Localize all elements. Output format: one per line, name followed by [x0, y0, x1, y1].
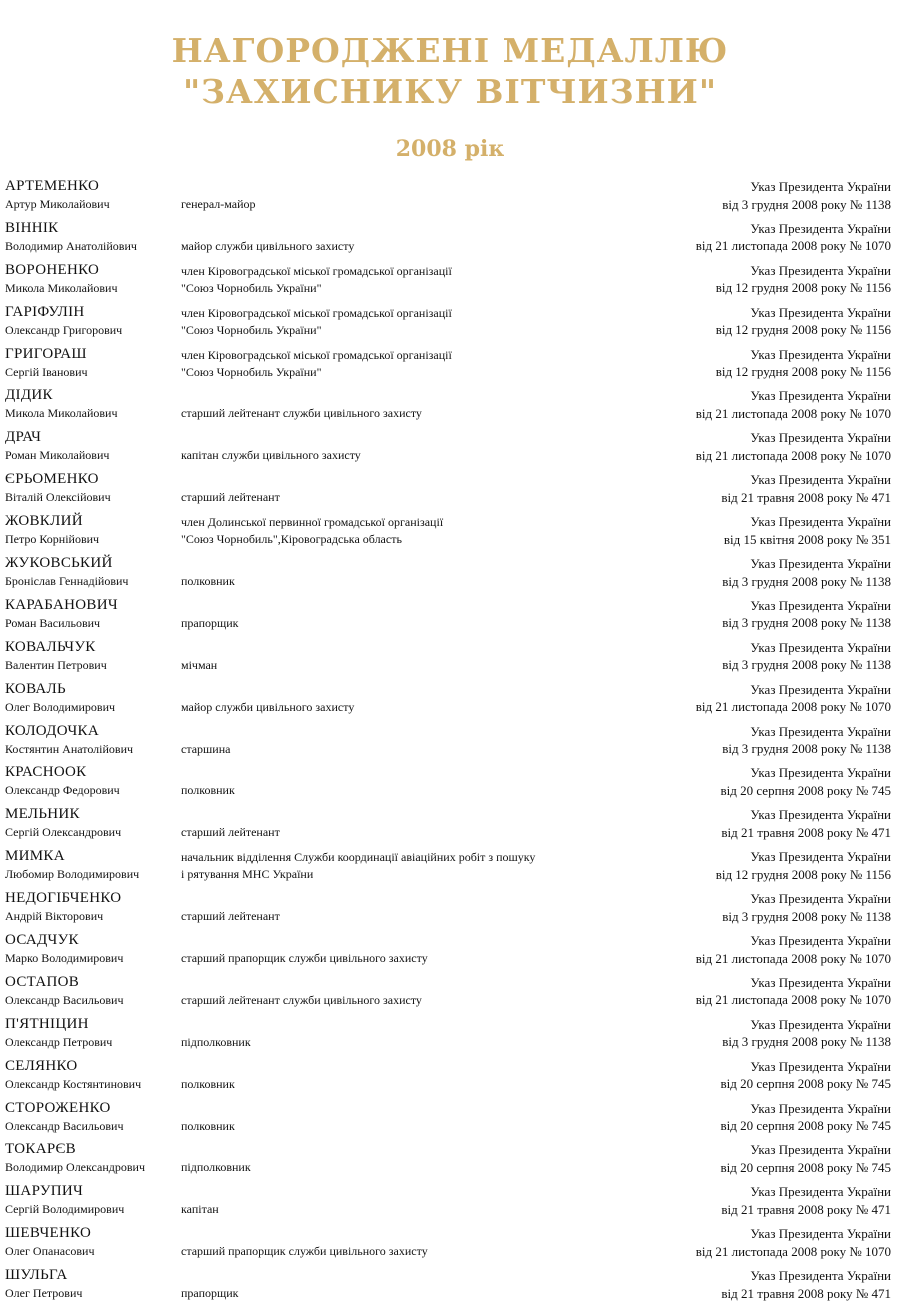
rank-text: капітан — [181, 1202, 219, 1217]
given-name: Роман Васильович — [5, 615, 101, 630]
surname: ДІДИК — [5, 387, 53, 404]
decree-title: Указ Президента України — [750, 346, 891, 362]
given-name: Віталій Олексійович — [5, 490, 111, 505]
decree-title: Указ Президента України — [750, 974, 891, 990]
decree-date: від 3 грудня 2008 року № 1138 — [722, 615, 891, 631]
decree-reference — [716, 346, 891, 381]
list-item — [0, 1100, 900, 1142]
rank-text: старший прапорщик служби цивільного захисту — [181, 951, 428, 966]
rank-text: генерал-майор — [181, 197, 256, 211]
surname: ШУЛЬГА — [5, 1267, 68, 1284]
list-item — [0, 387, 900, 429]
given-name: Микола Миколайович — [5, 280, 118, 295]
rank-text: член Долинської первинної громадської організації — [181, 515, 444, 530]
decree-date: від 21 листопада 2008 року № 1070 — [695, 699, 891, 715]
decree-reference — [722, 597, 891, 632]
given-name: Олег Петрович — [5, 1286, 83, 1301]
decree-reference — [721, 764, 892, 799]
list-item — [0, 932, 900, 974]
surname: МИМКА — [5, 848, 65, 865]
decree-title: Указ Президента України — [750, 514, 891, 530]
given-name: Сергій Іванович — [5, 364, 88, 379]
surname: МЕЛЬНИК — [5, 806, 80, 823]
decree-title: Указ Президента України — [750, 1184, 891, 1200]
decree-date: від 20 серпня 2008 року № 745 — [720, 1076, 891, 1092]
rank-text: старший лейтенант — [181, 490, 280, 505]
rank-text: майор служби цивільного захисту — [181, 699, 355, 714]
rank-text: підполковник — [181, 1160, 251, 1175]
surname: ЖОВКЛИЙ — [5, 513, 83, 530]
rank-text: старшина — [181, 741, 231, 756]
surname: АРТЕМЕНКО — [5, 178, 100, 194]
decree-date: від 3 грудня 2008 року № 1138 — [722, 1034, 891, 1050]
surname: ЖУКОВСЬКИЙ — [5, 555, 113, 572]
rank-text: прапорщик — [181, 1286, 239, 1301]
given-name: Любомир Володимирович — [5, 867, 140, 882]
list-item — [0, 178, 900, 220]
decree-date: від 3 грудня 2008 року № 1138 — [722, 657, 891, 673]
decree-reference — [696, 387, 891, 422]
list-item — [0, 429, 900, 471]
given-name: Олександр Петрович — [5, 1034, 113, 1049]
rank-text: "Союз Чорнобиль України" — [181, 280, 322, 295]
list-item — [0, 1225, 900, 1267]
given-name: Володимир Олександрович — [5, 1160, 145, 1175]
decree-title: Указ Президента України — [750, 262, 891, 278]
list-item — [0, 890, 900, 932]
surname: ДРАЧ — [5, 429, 42, 446]
decree-reference — [724, 513, 891, 548]
rank-text: полковник — [181, 1076, 235, 1091]
list-item — [0, 806, 900, 848]
decree-title: Указ Президента України — [750, 681, 891, 697]
list-item — [0, 723, 900, 765]
list-item — [0, 639, 900, 681]
list-item — [0, 471, 900, 513]
rank-text: "Союз Чорнобиль України" — [181, 364, 322, 379]
decree-date: від 21 листопада 2008 року № 1070 — [695, 950, 891, 966]
rank-text: старший лейтенант — [181, 909, 280, 924]
year-heading: 2008 рік — [395, 136, 505, 162]
decree-reference — [696, 974, 891, 1009]
page-title — [0, 30, 900, 112]
decree-reference — [722, 1016, 891, 1051]
decree-title: Указ Президента України — [750, 430, 891, 446]
list-item — [0, 220, 900, 262]
decree-title: Указ Президента України — [750, 388, 891, 404]
list-item — [0, 1141, 900, 1183]
given-name: Андрій Вікторович — [5, 909, 104, 924]
rank-text: полковник — [181, 574, 235, 589]
surname: НЕДОГІБЧЕНКО — [5, 890, 122, 907]
rank-text: старший лейтенант служби цивільного захисту — [181, 992, 422, 1007]
decree-title: Указ Президента України — [750, 556, 891, 572]
decree-title: Указ Президента України — [750, 807, 891, 823]
decree-reference — [716, 848, 891, 883]
decree-date: від 21 травня 2008 року № 471 — [721, 824, 891, 840]
decree-reference — [721, 1058, 892, 1093]
decree-date: від 21 листопада 2008 року № 1070 — [695, 405, 891, 421]
decree-reference — [721, 1267, 891, 1302]
decree-reference — [696, 681, 891, 716]
decree-reference — [721, 471, 891, 506]
list-item — [0, 974, 900, 1016]
surname: ГАРІФУЛІН — [5, 303, 85, 320]
list-item — [0, 1183, 900, 1225]
list-item — [0, 1058, 900, 1100]
decree-title: Указ Президента України — [750, 220, 891, 236]
decree-reference — [722, 555, 891, 590]
rank-text: "Союз Чорнобиль України" — [181, 322, 322, 337]
decree-date: від 12 грудня 2008 року № 1156 — [715, 280, 891, 296]
decree-title: Указ Президента України — [750, 1016, 891, 1032]
decree-title: Указ Президента України — [750, 1226, 891, 1242]
decree-reference — [696, 429, 891, 464]
surname: ВОРОНЕНКО — [5, 261, 100, 278]
rank-text: старший лейтенант — [181, 825, 280, 840]
rank-text: мічман — [181, 657, 218, 672]
decree-reference — [722, 723, 891, 758]
decree-reference — [721, 1100, 892, 1135]
rank-text: підполковник — [181, 1034, 251, 1049]
decree-reference — [696, 220, 891, 255]
given-name: Роман Миколайович — [5, 448, 110, 463]
surname: ОСТАПОВ — [5, 973, 80, 990]
decree-title: Указ Президента України — [750, 639, 891, 655]
decree-title: Указ Президента України — [750, 1100, 891, 1116]
decree-title: Указ Президента України — [750, 933, 891, 949]
list-item — [0, 1016, 900, 1058]
rank-text: член Кіровоградської міської громадської організації — [181, 305, 452, 320]
decree-reference — [722, 178, 891, 213]
decree-title: Указ Президента України — [750, 597, 891, 613]
decree-date: від 20 серпня 2008 року № 745 — [720, 1159, 891, 1175]
rank-text: старший лейтенант служби цивільного захисту — [181, 406, 422, 421]
list-item — [0, 555, 900, 597]
surname: КОВАЛЬЧУК — [5, 638, 96, 655]
decree-reference — [722, 639, 891, 674]
surname: ТОКАРЄВ — [5, 1141, 76, 1158]
rank-text: прапорщик — [181, 615, 239, 630]
decree-title: Указ Президента України — [750, 472, 891, 488]
given-name: Микола Миколайович — [5, 406, 118, 421]
surname: КАРАБАНОВИЧ — [5, 596, 118, 613]
decree-date: від 12 грудня 2008 року № 1156 — [715, 322, 891, 338]
surname: ЄРЬОМЕНКО — [5, 471, 99, 488]
given-name: Олег Володимирович — [5, 699, 116, 714]
decree-date: від 21 листопада 2008 року № 1070 — [695, 447, 891, 463]
given-name: Броніслав Геннадійович — [5, 574, 129, 589]
list-item — [0, 764, 900, 806]
list-item — [0, 262, 900, 304]
surname: ВІННІК — [5, 219, 59, 236]
rank-text: старший прапорщик служби цивільного захисту — [181, 1244, 428, 1259]
title-line-1: НАГОРОДЖЕНІ МЕДАЛЛЮ — [171, 31, 729, 70]
decree-reference — [716, 262, 891, 297]
given-name: Сергій Володимирович — [5, 1202, 125, 1217]
surname: СТОРОЖЕНКО — [5, 1099, 111, 1116]
decree-reference — [721, 1183, 891, 1218]
given-name: Володимир Анатолійович — [5, 238, 137, 253]
decree-title: Указ Президента України — [750, 849, 891, 865]
decree-title: Указ Президента України — [750, 304, 891, 320]
decree-reference — [696, 1225, 891, 1260]
decree-date: від 12 грудня 2008 року № 1156 — [715, 364, 891, 380]
given-name: Олександр Федорович — [5, 783, 120, 798]
decree-date: від 3 грудня 2008 року № 1138 — [722, 196, 891, 212]
rank-text: полковник — [181, 783, 235, 798]
given-name: Сергій Олександрович — [5, 825, 122, 840]
decree-date: від 12 грудня 2008 року № 1156 — [715, 866, 891, 882]
list-item — [0, 681, 900, 723]
decree-date: від 21 листопада 2008 року № 1070 — [695, 1243, 891, 1259]
decree-date: від 3 грудня 2008 року № 1138 — [722, 908, 891, 924]
surname: ШЕВЧЕНКО — [5, 1225, 92, 1242]
list-item — [0, 513, 900, 555]
decree-date: від 20 серпня 2008 року № 745 — [720, 1118, 891, 1134]
given-name: Олександр Васильович — [5, 1118, 124, 1133]
decree-date: від 21 травня 2008 року № 471 — [721, 1201, 891, 1217]
surname: СЕЛЯНКО — [5, 1057, 78, 1074]
list-item — [0, 346, 900, 388]
given-name: Олег Опанасович — [5, 1244, 95, 1259]
rank-text: і рятування МНС України — [181, 867, 314, 882]
surname: ШАРУПИЧ — [5, 1183, 84, 1200]
decree-reference — [716, 304, 891, 339]
given-name: Валентин Петрович — [5, 657, 107, 672]
decree-title: Указ Президента України — [750, 1268, 891, 1284]
decree-date: від 3 грудня 2008 року № 1138 — [722, 573, 891, 589]
surname: КРАСНООК — [5, 764, 87, 781]
decree-date: від 21 травня 2008 року № 471 — [721, 489, 891, 505]
surname: ОСАДЧУК — [5, 932, 79, 949]
decree-date: від 15 квітня 2008 року № 351 — [723, 531, 891, 547]
decree-date: від 20 серпня 2008 року № 745 — [720, 782, 891, 798]
rank-text: капітан служби цивільного захисту — [181, 448, 361, 463]
given-name: Олександр Васильович — [5, 992, 124, 1007]
decree-title: Указ Президента України — [750, 1058, 891, 1074]
decree-title: Указ Президента України — [750, 723, 891, 739]
surname: ГРИГОРАШ — [5, 345, 87, 362]
awardee-list — [0, 178, 900, 1309]
rank-text: "Союз Чорнобиль",Кіровоградська область — [181, 532, 402, 547]
decree-date: від 3 грудня 2008 року № 1138 — [722, 741, 891, 757]
surname: КОЛОДОЧКА — [5, 722, 99, 739]
decree-date: від 21 листопада 2008 року № 1070 — [695, 238, 891, 254]
rank-text: член Кіровоградської міської громадської організації — [181, 347, 452, 362]
given-name: Костянтин Анатолійович — [5, 741, 134, 756]
given-name: Артур Миколайович — [5, 197, 110, 211]
given-name: Олександр Григорович — [5, 322, 123, 337]
decree-date: від 21 травня 2008 року № 471 — [721, 1285, 891, 1301]
decree-title: Указ Президента України — [750, 179, 891, 194]
list-item — [0, 304, 900, 346]
decree-title: Указ Президента України — [750, 891, 891, 907]
title-line-2: "ЗАХИСНИКУ ВІТЧИЗНИ" — [182, 72, 718, 111]
given-name: Олександр Костянтинович — [5, 1076, 142, 1091]
surname: П'ЯТНІЦИН — [5, 1015, 89, 1032]
surname: КОВАЛЬ — [5, 680, 66, 697]
decree-title: Указ Президента України — [750, 765, 891, 781]
decree-reference — [722, 890, 891, 925]
decree-reference — [721, 1141, 892, 1176]
rank-text: майор служби цивільного захисту — [181, 238, 355, 253]
given-name: Петро Корнійович — [5, 532, 100, 547]
decree-date: від 21 листопада 2008 року № 1070 — [695, 992, 891, 1008]
given-name: Марко Володимирович — [5, 951, 124, 966]
rank-text: полковник — [181, 1118, 235, 1133]
list-item — [0, 848, 900, 890]
decree-reference — [721, 806, 891, 841]
list-item — [0, 597, 900, 639]
rank-text: член Кіровоградської міської громадської організації — [181, 263, 452, 278]
decree-title: Указ Президента України — [750, 1142, 891, 1158]
rank-text: начальник відділення Служби координації авіаційних робіт з пошуку — [181, 850, 536, 865]
decree-reference — [696, 932, 891, 967]
